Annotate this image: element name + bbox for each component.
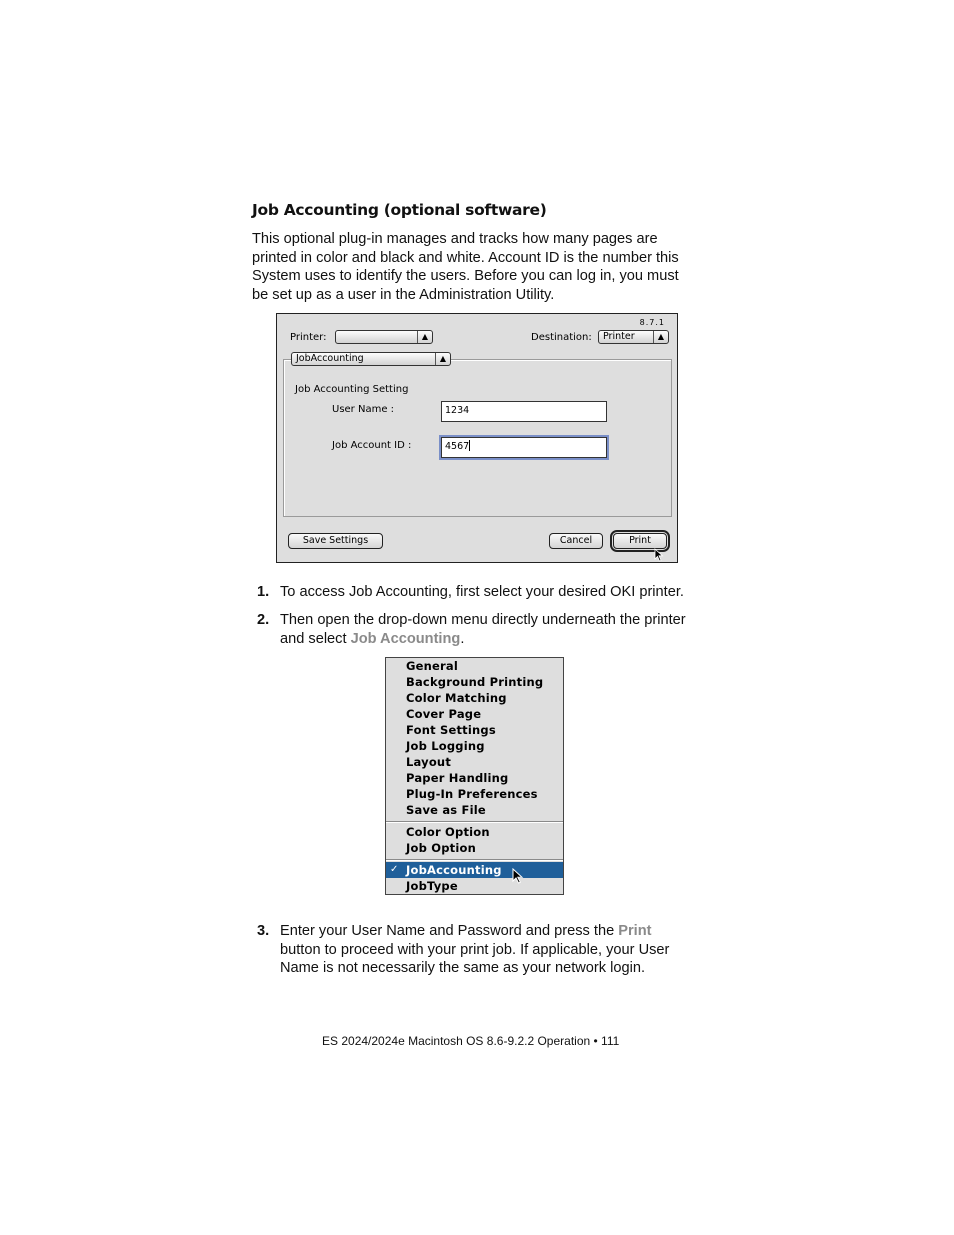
section-title: Job Accounting Setting [295, 384, 409, 395]
version-label: 8.7.1 [639, 318, 665, 327]
page-footer: ES 2024/2024e Macintosh OS 8.6-9.2.2 Operation • 111 [322, 1034, 620, 1048]
menu-item-job-logging[interactable]: Job Logging [406, 739, 485, 753]
menu-item-plug-in-preferences[interactable]: Plug-In Preferences [406, 787, 538, 801]
step-text [280, 922, 720, 941]
step-text: To access Job Accounting, first select your desired OKI printer. [280, 584, 684, 600]
user-name-field[interactable] [441, 401, 607, 422]
intro-paragraph [252, 230, 722, 304]
step-text: Name is not necessarily the same as your network login. [280, 960, 646, 976]
mouse-pointer-icon [654, 548, 664, 562]
highlight-print: Print [618, 923, 652, 939]
panel-popup[interactable] [291, 352, 451, 366]
menu-item-save-as-file[interactable]: Save as File [406, 803, 486, 817]
intro-line: System uses to identify the users. Before you can log in, you must [252, 268, 679, 284]
save-settings-button[interactable]: Save Settings [288, 533, 383, 549]
mouse-pointer-icon [512, 868, 524, 884]
cancel-button[interactable]: Cancel [549, 533, 603, 549]
printer-label: Printer: [290, 332, 327, 343]
menu-item-color-matching[interactable]: Color Matching [406, 691, 507, 705]
menu-item-paper-handling[interactable]: Paper Handling [406, 771, 509, 785]
menu-item-layout[interactable]: Layout [406, 755, 452, 769]
updown-arrows-icon: ▲︎ [653, 331, 668, 343]
print-dialog [276, 313, 678, 563]
intro-line: This optional plug-in manages and tracks how many pages are [252, 231, 658, 247]
panel-dropdown-menu [385, 657, 564, 895]
step-number: 2. [257, 612, 270, 628]
highlight-job-accounting: Job Accounting [350, 630, 461, 647]
text-caret [469, 440, 470, 451]
checkmark-icon: ✓ [390, 864, 399, 875]
menu-separator [386, 859, 563, 861]
section-heading: Job Accounting (optional software) [252, 201, 547, 219]
step-text-part: Enter your User Name and Password and press the [280, 923, 619, 939]
intro-line: printed in color and black and white. Account ID is the number this [252, 249, 679, 266]
job-account-value: 4567 [445, 441, 470, 452]
menu-item-job-option[interactable]: Job Option [406, 841, 476, 855]
step-text [280, 630, 720, 649]
user-name-label: User Name : [332, 404, 395, 415]
step-text-part: . [460, 630, 465, 647]
user-name-value: 1234 [445, 405, 470, 416]
menu-item-general[interactable]: General [406, 659, 458, 673]
menu-item-color-option[interactable]: Color Option [406, 825, 490, 839]
destination-popup[interactable] [598, 330, 669, 344]
menu-item-font-settings[interactable]: Font Settings [406, 723, 496, 737]
step-number: 3. [257, 923, 270, 939]
menu-item-cover-page[interactable]: Cover Page [406, 707, 482, 721]
updown-arrows-icon: ▲︎ [435, 353, 450, 365]
destination-label: Destination: [531, 332, 592, 343]
menu-item-jobtype[interactable]: JobType [406, 879, 458, 893]
menu-item-background-printing[interactable]: Background Printing [406, 675, 544, 689]
step-text: button to proceed with your print job. If applicable, your User [280, 941, 670, 958]
job-account-label: Job Account ID : [332, 440, 412, 451]
step-text-part: and select [280, 630, 351, 647]
printer-popup[interactable] [335, 330, 433, 344]
panel-popup-value: JobAccounting [296, 353, 364, 364]
destination-popup-value: Printer [603, 331, 635, 342]
menu-item-jobaccounting[interactable] [386, 862, 563, 878]
print-button[interactable]: Print [613, 533, 667, 549]
menu-separator [386, 821, 563, 823]
step-text: Then open the drop-down menu directly underneath the printer [280, 612, 686, 628]
step-number: 1. [257, 584, 270, 600]
intro-line: be set up as a user in the Administration Utility. [252, 286, 555, 303]
job-account-field[interactable] [441, 437, 607, 458]
menu-item-label: JobAccounting [406, 863, 502, 877]
updown-arrows-icon: ▲︎ [417, 331, 432, 343]
